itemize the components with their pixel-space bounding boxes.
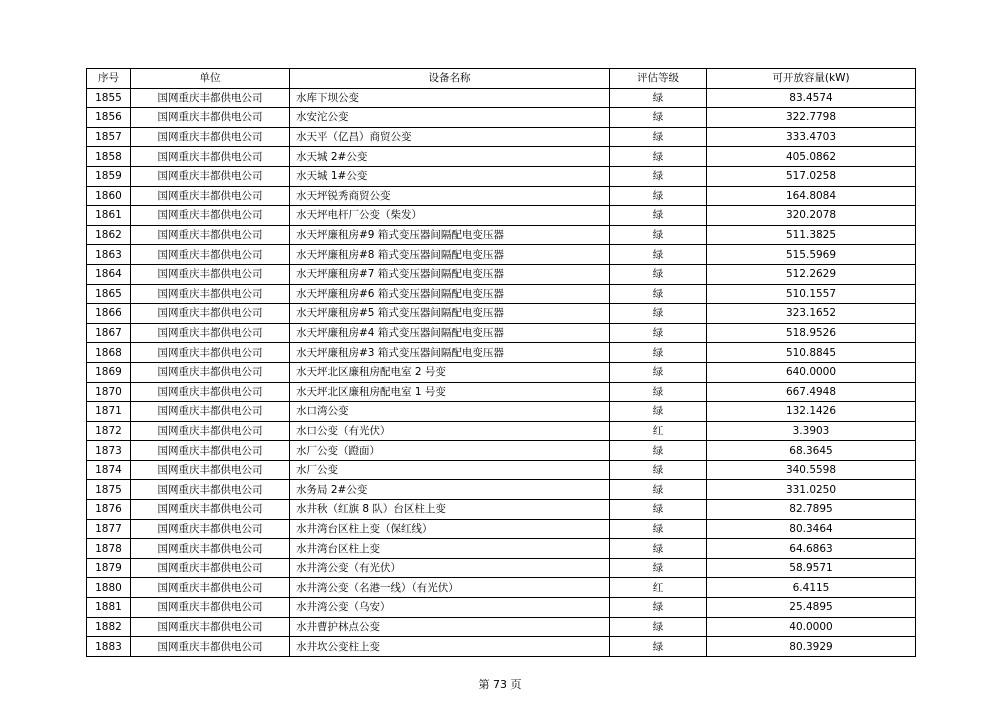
row-index: 1870	[87, 382, 131, 402]
row-capacity: 132.1426	[707, 402, 916, 422]
row-device-name: 水务局 2#公变	[290, 480, 610, 500]
row-device-name: 水井湾公变（有光伏）	[290, 558, 610, 578]
row-index: 1865	[87, 284, 131, 304]
row-capacity: 640.0000	[707, 362, 916, 382]
row-grade: 红	[610, 421, 707, 441]
table-row	[87, 617, 916, 637]
row-device-name: 水天城 2#公变	[290, 147, 610, 167]
row-index: 1882	[87, 617, 131, 637]
row-capacity: 510.8845	[707, 343, 916, 363]
row-device-name: 水天坪电杆厂公变（柴发）	[290, 206, 610, 226]
table-header-row	[87, 69, 916, 89]
row-capacity: 331.0250	[707, 480, 916, 500]
row-unit: 国网重庆丰都供电公司	[131, 245, 290, 265]
row-capacity: 340.5598	[707, 460, 916, 480]
row-index: 1869	[87, 362, 131, 382]
row-index: 1876	[87, 500, 131, 520]
row-unit: 国网重庆丰都供电公司	[131, 225, 290, 245]
row-device-name: 水口公变（有光伏）	[290, 421, 610, 441]
row-grade: 绿	[610, 637, 707, 657]
row-grade: 绿	[610, 343, 707, 363]
row-grade: 绿	[610, 382, 707, 402]
row-unit: 国网重庆丰都供电公司	[131, 598, 290, 618]
row-capacity: 68.3645	[707, 441, 916, 461]
table-row	[87, 225, 916, 245]
row-unit: 国网重庆丰都供电公司	[131, 539, 290, 559]
row-unit: 国网重庆丰都供电公司	[131, 88, 290, 108]
row-unit: 国网重庆丰都供电公司	[131, 519, 290, 539]
table-row	[87, 500, 916, 520]
table-row	[87, 147, 916, 167]
table-row	[87, 284, 916, 304]
row-index: 1871	[87, 402, 131, 422]
row-unit: 国网重庆丰都供电公司	[131, 343, 290, 363]
row-grade: 绿	[610, 127, 707, 147]
row-device-name: 水库下坝公变	[290, 88, 610, 108]
row-grade: 绿	[610, 304, 707, 324]
table-row	[87, 598, 916, 618]
row-grade: 绿	[610, 598, 707, 618]
row-device-name: 水天坪廉租房#3 箱式变压器间隔配电变压器	[290, 343, 610, 363]
row-unit: 国网重庆丰都供电公司	[131, 304, 290, 324]
row-capacity: 515.5969	[707, 245, 916, 265]
row-capacity: 83.4574	[707, 88, 916, 108]
row-index: 1875	[87, 480, 131, 500]
header-grade: 评估等级	[610, 69, 707, 89]
row-device-name: 水井湾公变（乌安）	[290, 598, 610, 618]
row-device-name: 水厂公变	[290, 460, 610, 480]
row-grade: 绿	[610, 108, 707, 128]
row-index: 1877	[87, 519, 131, 539]
row-grade: 绿	[610, 519, 707, 539]
table-row	[87, 362, 916, 382]
row-device-name: 水天坪廉租房#7 箱式变压器间隔配电变压器	[290, 264, 610, 284]
row-index: 1880	[87, 578, 131, 598]
row-capacity: 64.6863	[707, 539, 916, 559]
row-capacity: 405.0862	[707, 147, 916, 167]
row-device-name: 水井秋（红旗 8 队）台区柱上变	[290, 500, 610, 520]
row-grade: 绿	[610, 362, 707, 382]
table-row	[87, 264, 916, 284]
row-index: 1863	[87, 245, 131, 265]
row-unit: 国网重庆丰都供电公司	[131, 460, 290, 480]
row-device-name: 水天坪廉租房#4 箱式变压器间隔配电变压器	[290, 323, 610, 343]
row-grade: 绿	[610, 186, 707, 206]
table-row	[87, 558, 916, 578]
row-index: 1867	[87, 323, 131, 343]
row-index: 1873	[87, 441, 131, 461]
table-row	[87, 127, 916, 147]
row-device-name: 水安沱公变	[290, 108, 610, 128]
row-capacity: 512.2629	[707, 264, 916, 284]
row-unit: 国网重庆丰都供电公司	[131, 441, 290, 461]
row-unit: 国网重庆丰都供电公司	[131, 147, 290, 167]
row-index: 1858	[87, 147, 131, 167]
row-index: 1866	[87, 304, 131, 324]
row-capacity: 517.0258	[707, 166, 916, 186]
row-grade: 绿	[610, 460, 707, 480]
row-unit: 国网重庆丰都供电公司	[131, 284, 290, 304]
row-device-name: 水天坪北区廉租房配电室 2 号变	[290, 362, 610, 382]
table-row	[87, 382, 916, 402]
row-capacity: 164.8084	[707, 186, 916, 206]
table-row	[87, 108, 916, 128]
row-capacity: 6.4115	[707, 578, 916, 598]
row-device-name: 水天城 1#公变	[290, 166, 610, 186]
row-index: 1855	[87, 88, 131, 108]
row-grade: 绿	[610, 500, 707, 520]
row-device-name: 水井曹护林点公变	[290, 617, 610, 637]
row-unit: 国网重庆丰都供电公司	[131, 127, 290, 147]
row-device-name: 水天坪廉租房#5 箱式变压器间隔配电变压器	[290, 304, 610, 324]
table-row	[87, 245, 916, 265]
row-unit: 国网重庆丰都供电公司	[131, 637, 290, 657]
row-device-name: 水井湾台区柱上变（保红线）	[290, 519, 610, 539]
row-device-name: 水天坪廉租房#8 箱式变压器间隔配电变压器	[290, 245, 610, 265]
row-unit: 国网重庆丰都供电公司	[131, 264, 290, 284]
row-capacity: 511.3825	[707, 225, 916, 245]
header-index: 序号	[87, 69, 131, 89]
row-device-name: 水天坪廉租房#6 箱式变压器间隔配电变压器	[290, 284, 610, 304]
row-grade: 绿	[610, 617, 707, 637]
table-row	[87, 343, 916, 363]
row-grade: 绿	[610, 225, 707, 245]
row-index: 1861	[87, 206, 131, 226]
table-row	[87, 166, 916, 186]
row-device-name: 水厂公变（蹬面）	[290, 441, 610, 461]
row-capacity: 320.2078	[707, 206, 916, 226]
row-unit: 国网重庆丰都供电公司	[131, 578, 290, 598]
row-grade: 绿	[610, 88, 707, 108]
row-capacity: 80.3929	[707, 637, 916, 657]
row-capacity: 323.1652	[707, 304, 916, 324]
row-capacity: 80.3464	[707, 519, 916, 539]
row-capacity: 58.9571	[707, 558, 916, 578]
row-grade: 绿	[610, 264, 707, 284]
row-unit: 国网重庆丰都供电公司	[131, 500, 290, 520]
row-unit: 国网重庆丰都供电公司	[131, 323, 290, 343]
row-grade: 绿	[610, 558, 707, 578]
row-device-name: 水天坪廉租房#9 箱式变压器间隔配电变压器	[290, 225, 610, 245]
row-capacity: 40.0000	[707, 617, 916, 637]
row-unit: 国网重庆丰都供电公司	[131, 421, 290, 441]
row-index: 1860	[87, 186, 131, 206]
row-grade: 绿	[610, 480, 707, 500]
row-grade: 绿	[610, 166, 707, 186]
table-row	[87, 402, 916, 422]
row-capacity: 322.7798	[707, 108, 916, 128]
row-unit: 国网重庆丰都供电公司	[131, 108, 290, 128]
row-index: 1862	[87, 225, 131, 245]
table-row	[87, 480, 916, 500]
row-index: 1864	[87, 264, 131, 284]
row-index: 1872	[87, 421, 131, 441]
row-unit: 国网重庆丰都供电公司	[131, 206, 290, 226]
row-unit: 国网重庆丰都供电公司	[131, 186, 290, 206]
row-device-name: 水天坪锐秀商贸公变	[290, 186, 610, 206]
row-index: 1856	[87, 108, 131, 128]
row-index: 1883	[87, 637, 131, 657]
table-row	[87, 186, 916, 206]
table-row	[87, 637, 916, 657]
row-grade: 绿	[610, 245, 707, 265]
table-row	[87, 519, 916, 539]
row-capacity: 82.7895	[707, 500, 916, 520]
header-unit: 单位	[131, 69, 290, 89]
table-body	[87, 88, 916, 656]
row-capacity: 25.4895	[707, 598, 916, 618]
row-unit: 国网重庆丰都供电公司	[131, 402, 290, 422]
row-capacity: 518.9526	[707, 323, 916, 343]
row-index: 1881	[87, 598, 131, 618]
table-row	[87, 460, 916, 480]
table-row	[87, 421, 916, 441]
row-index: 1874	[87, 460, 131, 480]
row-device-name: 水口湾公变	[290, 402, 610, 422]
table-row	[87, 206, 916, 226]
row-grade: 红	[610, 578, 707, 598]
row-device-name: 水井坎公变柱上变	[290, 637, 610, 657]
row-unit: 国网重庆丰都供电公司	[131, 362, 290, 382]
row-capacity: 3.3903	[707, 421, 916, 441]
row-unit: 国网重庆丰都供电公司	[131, 617, 290, 637]
row-index: 1868	[87, 343, 131, 363]
capacity-table	[86, 68, 916, 657]
row-index: 1857	[87, 127, 131, 147]
row-unit: 国网重庆丰都供电公司	[131, 558, 290, 578]
row-grade: 绿	[610, 441, 707, 461]
row-grade: 绿	[610, 206, 707, 226]
row-grade: 绿	[610, 284, 707, 304]
row-capacity: 510.1557	[707, 284, 916, 304]
row-unit: 国网重庆丰都供电公司	[131, 382, 290, 402]
header-capacity: 可开放容量(kW)	[707, 69, 916, 89]
table-row	[87, 539, 916, 559]
row-index: 1879	[87, 558, 131, 578]
row-capacity: 333.4703	[707, 127, 916, 147]
row-grade: 绿	[610, 539, 707, 559]
row-unit: 国网重庆丰都供电公司	[131, 480, 290, 500]
table-row	[87, 88, 916, 108]
table-row	[87, 323, 916, 343]
row-index: 1878	[87, 539, 131, 559]
page-number: 第 73 页	[478, 678, 522, 691]
row-device-name: 水天坪北区廉租房配电室 1 号变	[290, 382, 610, 402]
row-grade: 绿	[610, 402, 707, 422]
table-row	[87, 304, 916, 324]
row-grade: 绿	[610, 323, 707, 343]
row-device-name: 水井湾台区柱上变	[290, 539, 610, 559]
header-device-name: 设备名称	[290, 69, 610, 89]
table-row	[87, 578, 916, 598]
row-device-name: 水井湾公变（名港一线）（有光伏）	[290, 578, 610, 598]
row-capacity: 667.4948	[707, 382, 916, 402]
table-row	[87, 441, 916, 461]
row-device-name: 水天平（亿昌）商贸公变	[290, 127, 610, 147]
row-unit: 国网重庆丰都供电公司	[131, 166, 290, 186]
row-index: 1859	[87, 166, 131, 186]
row-grade: 绿	[610, 147, 707, 167]
